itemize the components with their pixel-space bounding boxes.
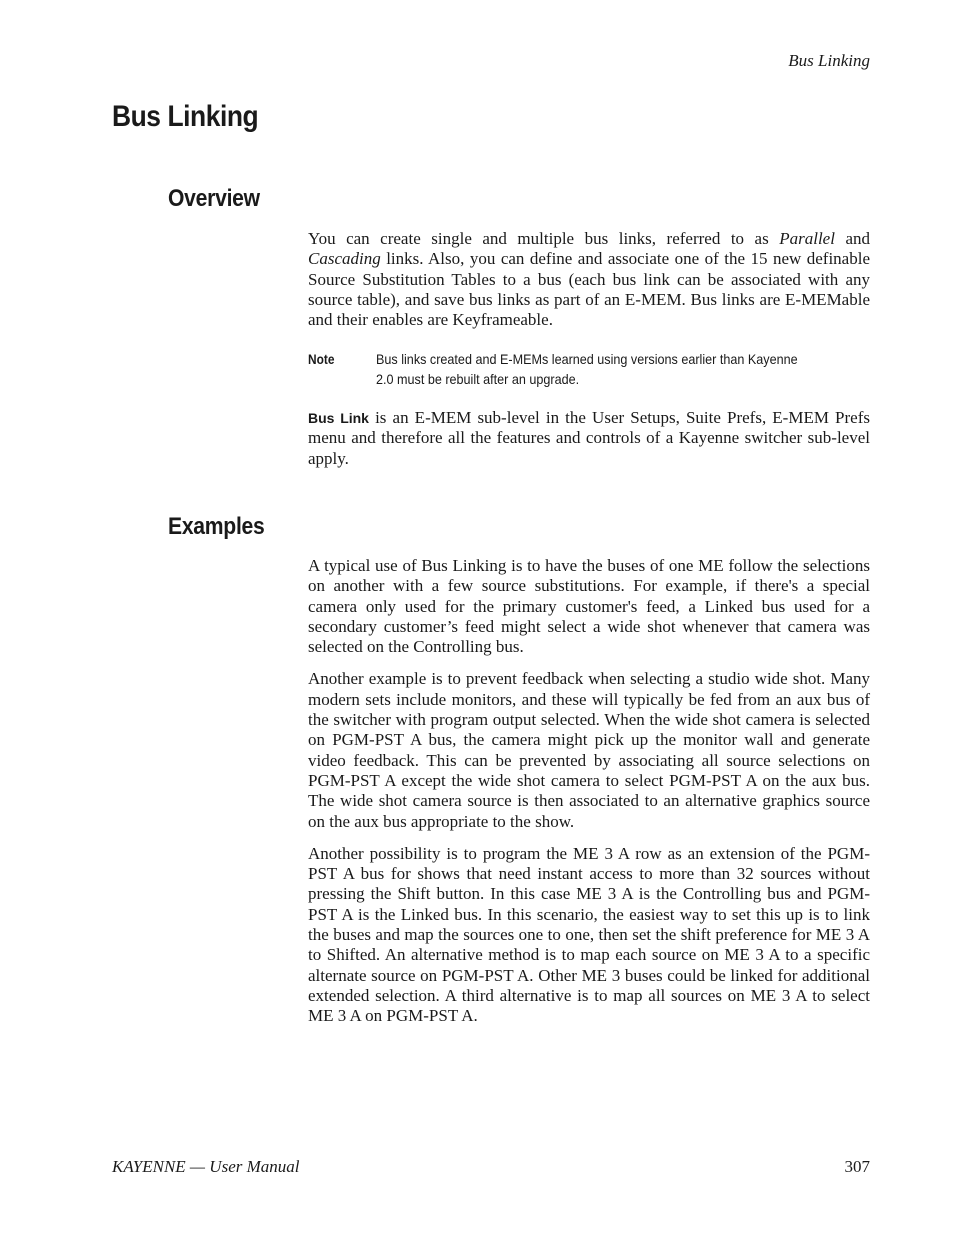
term-cascading: Cascading	[308, 249, 381, 269]
note-text: Bus links created and E-MEMs learned using versions earlier than Kayenne 2.0 must be rebuilt after an upgrade.	[376, 351, 798, 387]
term-parallel: Parallel	[779, 229, 835, 248]
footer-manual-title: KAYENNE — User Manual	[112, 1157, 300, 1176]
text-run: You can create single and multiple bus links, referred to as	[308, 229, 780, 248]
examples-paragraph: Another example is to prevent feedback when selecting a studio wide shot. Many modern sets include monitors, and these will typically be fed from an aux bus of the switcher with program output selected. When the wide shot camera is selected on PGM-PST A bus, the camera might pick up the monitor wall and generate video feedback. This can be prevented by associating all source selections on PGM-PST A except the wide shot camera to select PGM-PST A on the aux bus. The wide shot camera source is then associated to an alternative graphics source on the aux bus appropriate to the show.	[308, 669, 870, 831]
text-run: is an E-MEM sub-level in the User Setups, Suite Prefs, E-MEM Prefs menu and therefore all the features and controls of a Kayenne switcher sub-level apply.	[308, 408, 870, 468]
overview-body	[308, 229, 870, 330]
bus-link-body	[308, 408, 870, 469]
note-block	[308, 350, 870, 389]
overview-paragraph	[308, 229, 870, 330]
examples-paragraph: Another possibility is to program the ME 3 A row as an extension of the PGM-PST A bus for shows that need instant access to more than 32 sources without pressing the Shift button. In this case ME 3 A is the Controlling bus and PGM-PST A is the Linked bus. In this scenario, the easiest way to set this up is to link the buses and map the sources one to one, then set the shift preference for ME 3 A to Shifted. An alternative method is to map each source on ME 3 A to a specific alternate source on PGM-PST A. Other ME 3 buses could be linked for additional extended selection. A third alternative is to map all sources on ME 3 A to select ME 3 A on PGM-PST A.	[308, 843, 870, 1026]
section-heading-examples: Examples	[168, 513, 265, 540]
term-bus-link: Bus Link	[308, 410, 369, 426]
bus-link-paragraph	[308, 408, 870, 469]
examples-body	[308, 556, 870, 1027]
examples-paragraph: A typical use of Bus Linking is to have the buses of one ME follow the selections on another with a few source substitutions. For example, if there's a special camera only used for the primary customer's feed, a Linked bus used for a secondary customer’s feed might select a wide shot whenever that camera was selected on the Controlling bus.	[308, 556, 870, 657]
running-header: Bus Linking	[788, 51, 870, 70]
page-title: Bus Linking	[112, 100, 259, 133]
section-heading-overview: Overview	[168, 185, 260, 212]
text-run: links. Also, you can define and associate one of the 15 new definable Source Substitution Tables to a bus (each bus link can be associated with any source table), and save bus links as part of an E-MEM. Bus links are E-MEMable and their enables are Keyframeable.	[308, 249, 870, 330]
text-run: and	[834, 229, 871, 248]
footer-page-number: 307	[844, 1157, 870, 1176]
note-label: Note	[308, 351, 335, 367]
